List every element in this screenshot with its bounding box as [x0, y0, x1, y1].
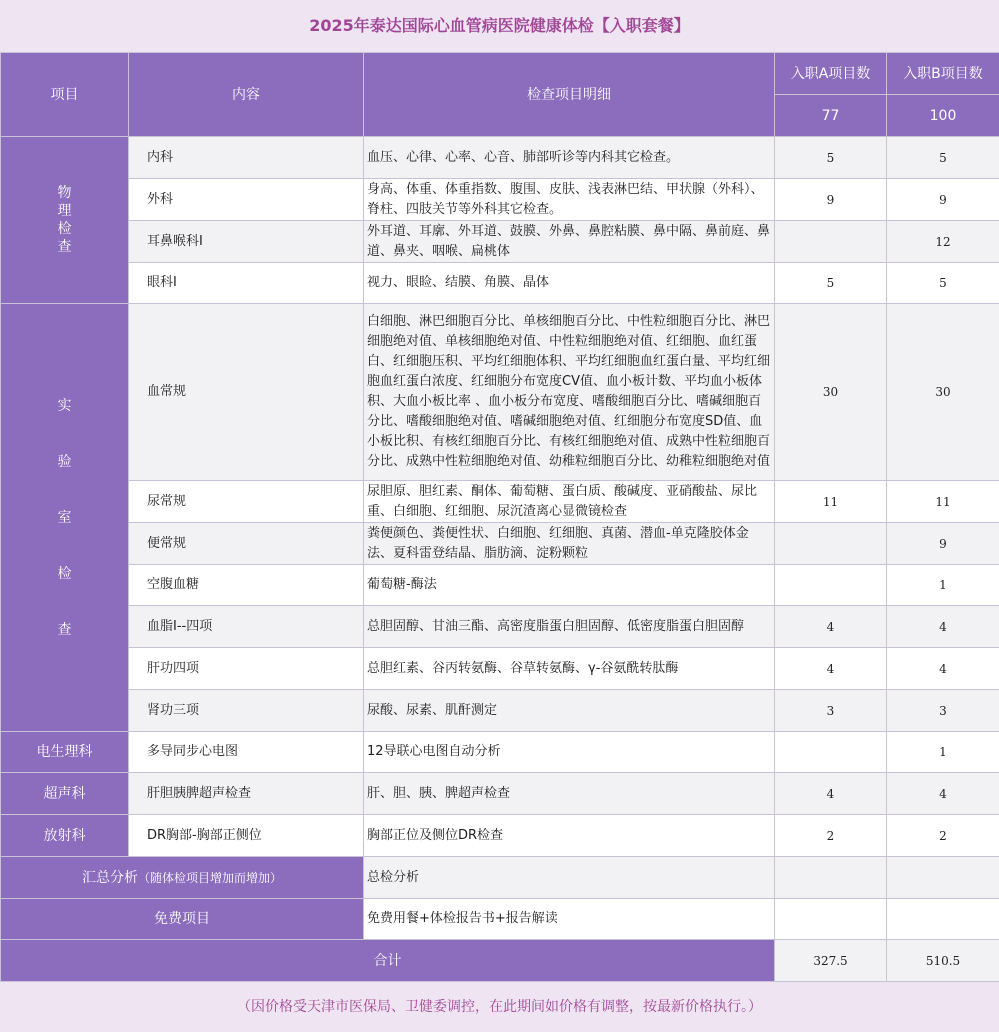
- row-item: 肝功四项: [129, 648, 364, 690]
- row-detail: 白细胞、淋巴细胞百分比、单核细胞百分比、中性粒细胞百分比、淋巴细胞绝对值、单核细胞绝对值、中性粒细胞绝对值、红细胞、血红蛋白、红细胞压积、平均红细胞体积、平均红细胞血红蛋白量、平均红细胞血红蛋白浓度、红细胞分布宽度CV值、血小板计数、平均血小板体积、大血小板比率 、血小板分布宽度、嗜酸细胞百分比、嗜碱细胞百分比、嗜酸细胞绝对值、嗜碱细胞绝对值、红细胞分布宽度SD值、血小板比积、有核红细胞百分比、有核红细胞绝对值、成熟中性粒细胞百分比、成熟中性粒细胞绝对值、幼稚粒细胞百分比、幼稚粒细胞绝对值: [364, 304, 775, 481]
- row-detail: 外耳道、耳廓、外耳道、鼓膜、外鼻、鼻腔粘膜、鼻中隔、鼻前庭、鼻道、鼻夹、咽喉、扁桃体: [364, 221, 775, 263]
- total-label: 合计: [1, 940, 775, 982]
- row-item: 眼科Ⅰ: [129, 263, 364, 304]
- page-title: 2025年泰达国际心血管病医院健康体检【入职套餐】: [0, 0, 999, 52]
- table-row: [1, 773, 999, 815]
- header-content: 内容: [129, 53, 364, 137]
- price-disclaimer: （因价格受天津市医保局、卫健委调控，在此期间如价格有调整，按最新价格执行。）: [0, 982, 999, 1032]
- header-package-a: 入职A项目数: [775, 53, 887, 95]
- table-row: [1, 481, 999, 523]
- row-item: 肾功三项: [129, 690, 364, 732]
- total-package-b: 510.5: [887, 940, 999, 982]
- row-count-a: 5: [775, 263, 887, 304]
- summary-note: （随体检项目增加而增加）: [138, 871, 282, 885]
- row-count-a: 5: [775, 137, 887, 179]
- table-row: [1, 179, 999, 221]
- row-count-a: [775, 523, 887, 565]
- row-count-a: [775, 565, 887, 606]
- row-count-a: 3: [775, 690, 887, 732]
- header-detail: 检查项目明细: [364, 53, 775, 137]
- table-row: [1, 565, 999, 606]
- row-detail: 肝、胆、胰、脾超声检查: [364, 773, 775, 815]
- count-package-a: 77: [775, 95, 887, 137]
- table-row: [1, 263, 999, 304]
- row-count-b: [887, 857, 999, 899]
- row-detail: 粪便颜色、粪便性状、白细胞、红细胞、真菌、潜血-单克隆胶体金法、夏科雷登结晶、脂肪滴、淀粉颗粒: [364, 523, 775, 565]
- header-package-b: 入职B项目数: [887, 53, 999, 95]
- row-item: DR胸部-胸部正侧位: [129, 815, 364, 857]
- package-table: [0, 52, 999, 982]
- row-item: 肝胆胰脾超声检查: [129, 773, 364, 815]
- row-count-b: 4: [887, 773, 999, 815]
- row-count-b: 1: [887, 732, 999, 773]
- row-count-b: 9: [887, 523, 999, 565]
- table-row: [1, 606, 999, 648]
- row-count-b: 2: [887, 815, 999, 857]
- row-count-a: 4: [775, 648, 887, 690]
- row-count-a: 4: [775, 606, 887, 648]
- section-ecg: 电生理科: [1, 732, 129, 773]
- table-row: [1, 815, 999, 857]
- total-row: [1, 940, 999, 982]
- row-count-b: 30: [887, 304, 999, 481]
- row-detail: 视力、眼睑、结膜、角膜、晶体: [364, 263, 775, 304]
- row-item: 多导同步心电图: [129, 732, 364, 773]
- row-count-a: [775, 732, 887, 773]
- row-count-a: 4: [775, 773, 887, 815]
- row-detail: 胸部正位及侧位DR检查: [364, 815, 775, 857]
- row-count-b: 3: [887, 690, 999, 732]
- row-detail: 血压、心律、心率、心音、肺部听诊等内科其它检查。: [364, 137, 775, 179]
- row-item: 血脂Ⅰ--四项: [129, 606, 364, 648]
- table-row: [1, 304, 999, 481]
- table-row: [1, 523, 999, 565]
- row-detail: 总检分析: [364, 857, 775, 899]
- table-row: [1, 137, 999, 179]
- row-detail: 尿酸、尿素、肌酐测定: [364, 690, 775, 732]
- row-count-b: 4: [887, 648, 999, 690]
- summary-label: 汇总分析: [82, 870, 138, 886]
- row-count-a: [775, 221, 887, 263]
- row-item: 血常规: [129, 304, 364, 481]
- row-detail: 12导联心电图自动分析: [364, 732, 775, 773]
- section-radiology: 放射科: [1, 815, 129, 857]
- row-count-b: 5: [887, 263, 999, 304]
- total-package-a: 327.5: [775, 940, 887, 982]
- header-project: 项目: [1, 53, 129, 137]
- section-ultrasound: 超声科: [1, 773, 129, 815]
- row-item: 尿常规: [129, 481, 364, 523]
- row-count-a: [775, 857, 887, 899]
- row-count-a: 9: [775, 179, 887, 221]
- row-detail: 葡萄糖-酶法: [364, 565, 775, 606]
- table-row: [1, 648, 999, 690]
- table-row: [1, 221, 999, 263]
- row-item: 便常规: [129, 523, 364, 565]
- row-count-b: 12: [887, 221, 999, 263]
- count-package-b: 100: [887, 95, 999, 137]
- section-physical-exam: 物 理 检 查: [1, 137, 129, 304]
- row-count-b: [887, 899, 999, 940]
- row-item: 耳鼻喉科Ⅰ: [129, 221, 364, 263]
- row-count-a: 2: [775, 815, 887, 857]
- row-count-b: 1: [887, 565, 999, 606]
- row-item: 外科: [129, 179, 364, 221]
- row-detail: 免费用餐+体检报告书+报告解读: [364, 899, 775, 940]
- row-count-b: 11: [887, 481, 999, 523]
- row-count-a: 30: [775, 304, 887, 481]
- row-detail: 尿胆原、胆红素、酮体、葡萄糖、蛋白质、酸碱度、亚硝酸盐、尿比重、白细胞、红细胞、尿沉渣离心显微镜检查: [364, 481, 775, 523]
- row-item: 内科: [129, 137, 364, 179]
- table-row: [1, 857, 999, 899]
- row-detail: 总胆红素、谷丙转氨酶、谷草转氨酶、γ-谷氨酰转肽酶: [364, 648, 775, 690]
- row-count-b: 4: [887, 606, 999, 648]
- table-row: [1, 732, 999, 773]
- row-item: 空腹血糖: [129, 565, 364, 606]
- section-summary: [1, 857, 364, 899]
- row-detail: 总胆固醇、甘油三酯、高密度脂蛋白胆固醇、低密度脂蛋白胆固醇: [364, 606, 775, 648]
- section-lab-tests: 实 验 室 检 查: [1, 304, 129, 732]
- row-detail: 身高、体重、体重指数、腹围、皮肤、浅表淋巴结、甲状腺（外科）、脊柱、四肢关节等外科其它检查。: [364, 179, 775, 221]
- row-count-b: 9: [887, 179, 999, 221]
- section-free-items: 免费项目: [1, 899, 364, 940]
- row-count-a: 11: [775, 481, 887, 523]
- table-row: [1, 899, 999, 940]
- table-row: [1, 690, 999, 732]
- row-count-a: [775, 899, 887, 940]
- row-count-b: 5: [887, 137, 999, 179]
